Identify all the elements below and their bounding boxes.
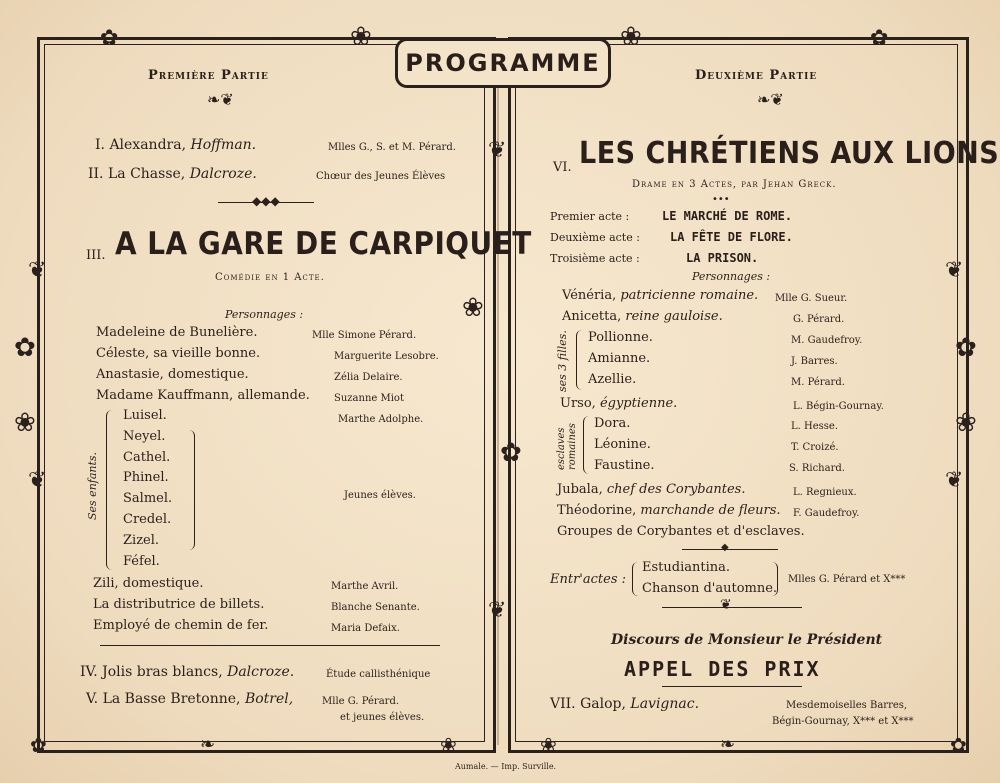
cast-role: La distributrice de billets. <box>93 597 265 612</box>
divider-ornament-icon: ◆ <box>721 542 729 553</box>
flower-ornament-icon: ✿ <box>100 26 119 51</box>
fille-actor: J. Barres. <box>791 356 838 367</box>
leaf-ornament-icon: ❧ <box>200 734 216 755</box>
cast-role: Employé de chemin de fer. <box>93 618 269 633</box>
heading-ornament-icon: ❧❦ <box>207 90 234 109</box>
cast-role: Urso, égyptienne. <box>560 396 678 411</box>
leaf-ornament-icon: ❦ <box>945 258 964 283</box>
cast-role: Zili, domestique. <box>93 576 204 591</box>
item-vii-performer: Mesdemoiselles Barres, <box>786 700 908 711</box>
cast-actor: Mlle G. Sueur. <box>775 293 848 304</box>
left-personnages-label: Personnages : <box>225 308 304 321</box>
enfants-label: Ses enfants. <box>86 451 99 520</box>
flower-ornament-icon: ✿ <box>950 733 967 757</box>
item-ii: II. La Chasse, Dalcroze. <box>88 166 257 182</box>
act-label: Troisième acte : <box>550 252 640 265</box>
cast-role: Jubala, chef des Corybantes. <box>557 482 746 497</box>
act-name: LA PRISON. <box>686 251 759 265</box>
play-1-title: A LA GARE DE CARPIQUET <box>115 226 532 262</box>
flower-ornament-icon: ✿ <box>30 733 47 757</box>
imprint: Aumale. — Imp. Surville. <box>455 762 557 771</box>
esclaves-brace <box>583 416 591 474</box>
entracte-performer: Mlles G. Pérard et X*** <box>788 574 906 585</box>
flower-ornament-icon: ✿ <box>955 333 977 363</box>
item-iv-performer: Étude callisthénique <box>326 669 431 680</box>
cast-actor: Mlle Simone Pérard. <box>312 330 417 341</box>
cast-role: Madeleine de Bunelière. <box>96 325 258 340</box>
item-v-performer: Mlle G. Pérard. <box>322 696 400 707</box>
cast-role: Théodorine, marchande de fleurs. <box>557 503 781 518</box>
cast-actor: L. Bégin-Gournay. <box>793 401 884 412</box>
enfant-name: Zizel. <box>123 533 160 548</box>
leaf-ornament-icon: ❦ <box>488 138 507 163</box>
heading-ornament-icon: ❧❦ <box>757 90 784 109</box>
cast-role: Céleste, sa vieille bonne. <box>96 346 261 361</box>
page-title: PROGRAMME <box>405 49 601 77</box>
cast-actor: L. Regnieux. <box>793 487 857 498</box>
entracte-brace <box>632 562 640 596</box>
cast-actor: Marthe Avril. <box>331 581 399 592</box>
act-name: LA FÊTE DE FLORE. <box>670 230 793 244</box>
play-2-subtitle: Drame en 3 Actes, par Jehan Greck. <box>632 179 837 190</box>
esclave-role: Dora. <box>594 416 631 431</box>
flower-ornament-icon: ❀ <box>440 733 457 757</box>
flower-ornament-icon: ❀ <box>955 408 977 438</box>
esclave-actor: S. Richard. <box>789 463 845 474</box>
flower-ornament-icon: ❀ <box>620 22 642 52</box>
entracte-right-brace <box>770 562 778 596</box>
enfants-right-brace <box>186 430 195 550</box>
enfant-name: Féfel. <box>123 554 160 569</box>
leaf-ornament-icon: ❦ <box>488 598 507 623</box>
esclave-actor: L. Hesse. <box>791 421 838 432</box>
cast-actor: G. Pérard. <box>793 314 845 325</box>
item-vii-performer-2: Bégin-Gournay, X*** et X*** <box>772 716 914 727</box>
esclave-actor: T. Croizé. <box>791 442 839 453</box>
flower-ornament-icon: ❀ <box>14 408 36 438</box>
leaf-ornament-icon: ❦ <box>945 468 964 493</box>
leaf-ornament-icon: ❦ <box>28 258 47 283</box>
esclaves-label: esclaves romaines <box>556 423 578 470</box>
fille-actor: M. Pérard. <box>791 377 845 388</box>
entracte-item: Estudiantina. <box>642 560 730 575</box>
flower-ornament-icon: ✿ <box>14 333 36 363</box>
right-heading: Deuxième Partie <box>695 68 818 83</box>
leaf-ornament-icon: ❦ <box>28 468 47 493</box>
esclave-role: Léonine. <box>594 437 651 452</box>
cast-actor: Maria Defaix. <box>331 623 400 634</box>
enfants-actor: Jeunes élèves. <box>344 490 416 501</box>
programme-title-box <box>395 38 611 88</box>
enfant-name: Salmel. <box>123 491 173 506</box>
item-v: V. La Basse Bretonne, Botrel, <box>86 691 294 707</box>
right-personnages-label: Personnages : <box>692 270 771 283</box>
fille-actor: M. Gaudefroy. <box>791 335 863 346</box>
divider <box>662 686 802 687</box>
entracte-label: Entr'actes : <box>550 572 627 587</box>
play-2-title: LES CHRÉTIENS AUX LIONS <box>579 136 1000 171</box>
enfant-name: Neyel. <box>123 429 166 444</box>
enfant-name: Credel. <box>123 512 172 527</box>
groupes-line: Groupes de Corybantes et d'esclaves. <box>557 524 805 539</box>
flower-ornament-icon: ❀ <box>462 293 484 323</box>
play-1-number: III. <box>86 248 106 263</box>
flower-ornament-icon: ❀ <box>540 733 557 757</box>
item-iv: IV. Jolis bras blancs, Dalcroze. <box>80 664 295 680</box>
divider-ornament-icon: ◆◆◆ <box>252 194 280 208</box>
flower-ornament-icon: ✿ <box>500 438 522 468</box>
cast-role: Madame Kauffmann, allemande. <box>96 388 310 403</box>
cast-role: Anicetta, reine gauloise. <box>562 309 723 324</box>
fille-role: Pollionne. <box>588 330 653 345</box>
flower-ornament-icon: ❀ <box>350 22 372 52</box>
divider <box>682 549 778 550</box>
act-label: Deuxième acte : <box>550 231 640 244</box>
luisel-actor: Marthe Adolphe. <box>338 414 424 425</box>
cast-actor: Suzanne Miot <box>334 393 404 404</box>
play-2-number: VI. <box>553 160 572 175</box>
fille-role: Azellie. <box>588 372 637 387</box>
divider-ornament-icon: ••• <box>712 194 730 205</box>
appel-des-prix: APPEL DES PRIX <box>624 657 821 681</box>
act-name: LE MARCHÉ DE ROME. <box>662 209 793 223</box>
filles-brace <box>576 330 584 390</box>
cast-role: Anastasie, domestique. <box>96 367 249 382</box>
enfants-brace <box>106 410 115 570</box>
enfant-name: Cathel. <box>123 450 171 465</box>
leaf-ornament-icon: ❧ <box>720 734 736 755</box>
cast-actor: Marguerite Lesobre. <box>334 351 439 362</box>
enfant-name: Luisel. <box>123 408 167 423</box>
fille-role: Amianne. <box>588 351 651 366</box>
entracte-item: Chanson d'automne. <box>642 581 778 596</box>
item-ii-performer: Chœur des Jeunes Élèves <box>316 171 446 182</box>
cast-actor: Zélia Delaire. <box>334 372 403 383</box>
divider-ornament-icon: ❦ <box>720 597 732 613</box>
discours-line: Discours de Monsieur le Président <box>611 632 883 648</box>
item-v-performer-2: et jeunes élèves. <box>340 712 425 723</box>
flower-ornament-icon: ✿ <box>870 26 889 51</box>
play-1-subtitle: Comédie en 1 Acte. <box>215 272 325 283</box>
left-heading: Première Partie <box>148 68 269 83</box>
cast-actor: Blanche Senante. <box>331 602 420 613</box>
filles-label: ses 3 filles. <box>556 330 569 392</box>
item-i: I. Alexandra, Hoffman. <box>95 137 257 153</box>
divider <box>100 645 440 646</box>
esclave-role: Faustine. <box>594 458 655 473</box>
item-vii: VII. Galop, Lavignac. <box>550 696 700 712</box>
enfant-name: Phinel. <box>123 470 169 485</box>
divider <box>662 607 802 608</box>
cast-role: Vénéria, patricienne romaine. <box>562 288 759 303</box>
act-label: Premier acte : <box>550 210 630 223</box>
item-i-performer: Mlles G., S. et M. Pérard. <box>328 142 456 153</box>
cast-actor: F. Gaudefroy. <box>793 508 860 519</box>
